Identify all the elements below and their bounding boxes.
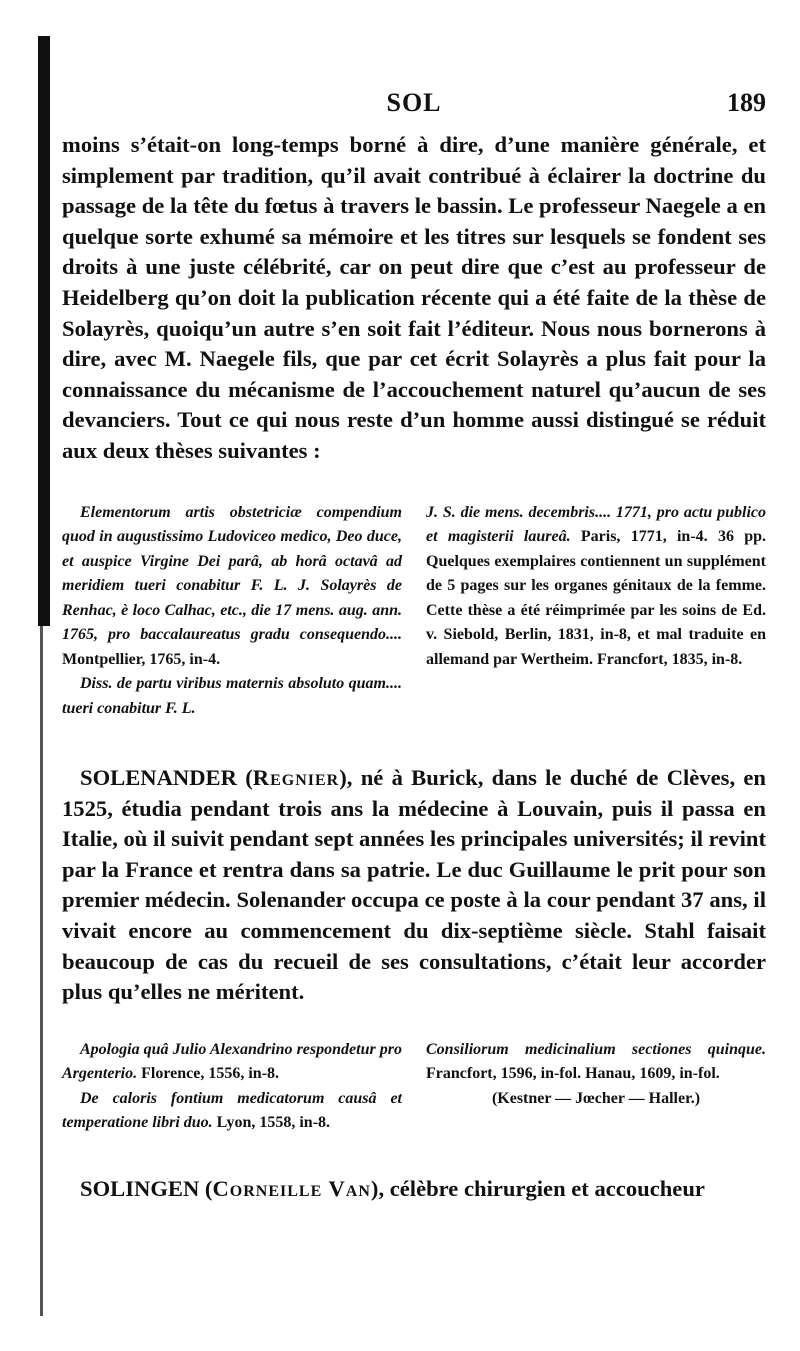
work-place: Francfort, 1596, in-fol. Hanau, 1609, in-fol. bbox=[426, 1065, 720, 1083]
bibliography-entry bbox=[62, 1087, 402, 1136]
entry-solenander: SOLENANDER (Regnier), né à Burick, dans le duché de Clèves, en 1525, étudia pendant trois ans la médecine à Louvain, puis il passa en Italie, où il suivit pendant sept années les principales universités; il revint par la France et rentra dans sa patrie. Le duc Guillaume le prit pour son premier médecin. Solenander occupa ce poste à la cour pendant 37 ans, il vivait encore au commencement du dix-septième siècle. Stahl faisait beaucoup de cas du recueil de ses consultations, c’était leur accorder plus qu’elles ne méritent. bbox=[62, 765, 766, 1005]
entry-given-name: Regnier bbox=[252, 765, 340, 791]
bibliography-entry bbox=[62, 672, 402, 721]
solenander-works bbox=[62, 1038, 766, 1136]
entry-text: , né à Burick, dans le duché de Clèves, en 1525, étudia pendant trois ans la médecine à Louvain, puis il passa en Italie, où il suivit pendant sept années les principales universités; il revint par la France et rentra dans sa patrie. Le duc Guillaume le prit pour son premier médecin. Solenander occupa ce poste à la cour pendant 37 ans, il vivait encore au commencement du dix-septième siècle. Stahl faisait beaucoup de cas du recueil de ses consultations, c’était leur accorder plus qu’elles ne méritent. bbox=[62, 765, 766, 1005]
solenander-works-right bbox=[426, 1038, 766, 1136]
bibliography-entry bbox=[62, 501, 402, 673]
entry-text: , célèbre chirurgien et accoucheur bbox=[378, 1175, 705, 1201]
bibliography-entry bbox=[426, 501, 766, 673]
scan-binding-edge bbox=[38, 36, 50, 626]
work-title: Consiliorum medicinalium sectiones quinque. bbox=[426, 1040, 766, 1058]
work-place: Lyon, 1558, in-8. bbox=[216, 1114, 331, 1132]
document-page bbox=[62, 82, 766, 1204]
page-number: 189 bbox=[727, 88, 766, 117]
work-title: De caloris fontium medicatorum causâ et temperatione libri duo. bbox=[62, 1089, 402, 1132]
work-title: Diss. de partu viribus maternis absoluto quam.... tueri conabitur F. L. bbox=[62, 675, 402, 717]
entry-headword: SOLENANDER bbox=[80, 765, 237, 791]
work-place: Montpellier, 1765, in-4. bbox=[62, 650, 221, 668]
solenander-works-left bbox=[62, 1038, 402, 1136]
running-head bbox=[62, 82, 766, 130]
intro-paragraph: moins s’était-on long-temps borné à dire, d’une manière générale, et simplement par tradition, qu’il avait contribué à éclairer la doctrine du passage de la tête du fœtus à travers le bassin. Le professeur Naegele a en quelque sorte exhumé sa mémoire et les titres sur lesquels se fondent ses droits à une juste célébrité, car on peut dire que c’est au professeur de Heidelberg qu’on doit la publication récente qui a été faite de la thèse de Solayrès, quoiqu’un autre s’en soit fait l’éditeur. Nous nous bornerons à dire, avec M. Naegele fils, que par cet écrit Solayrès a plus fait pour la connaissance du mécanisme de l’accouchement naturel qu’aucun de ses devanciers. Tout ce qui nous reste d’un homme aussi distingué se réduit aux deux thèses suivantes : bbox=[62, 132, 766, 463]
running-title: SOL bbox=[386, 88, 442, 117]
entry-given-name: Corneille Van bbox=[212, 1175, 371, 1201]
solayres-works-left bbox=[62, 501, 402, 722]
solayres-works bbox=[62, 501, 766, 722]
work-title: Elementorum artis obstetriciæ compendium quod in augustissimo Ludoviceo medico, Deo duce, et auspice Virgine Dei parâ, ab horâ octavâ ad meridiem tueri conabitur F. L. J. Solayrès de Renhac, è loco Calhac, etc., die 17 mens. aug. ann. 1765, pro baccalaureatus gradu consequendo.... bbox=[62, 503, 402, 644]
entry-solingen: SOLINGEN (Corneille Van), célèbre chirurgien et accoucheur bbox=[80, 1175, 705, 1201]
bibliography-entry bbox=[426, 1038, 766, 1087]
sources-note: (Kestner — Jœcher — Haller.) bbox=[491, 1089, 701, 1107]
work-details: Paris, 1771, in-4. 36 pp. Quelques exemplaires contiennent un supplément de 5 pages sur les organes génitaux de la femme. Cette thèse a été réimprimée par les soins de Ed. v. Siebold, Berlin, 1831, in-8, et mal traduite en allemand par Wertheim. Francfort, 1835, in-8. bbox=[426, 528, 767, 668]
work-title: Apologia quâ Julio Alexandrino respondetur pro Argenterio. bbox=[62, 1040, 402, 1083]
entry-headword: SOLINGEN bbox=[80, 1175, 200, 1201]
bibliography-entry bbox=[62, 1038, 402, 1087]
work-place: Florence, 1556, in-8. bbox=[141, 1065, 280, 1083]
scan-binding-line bbox=[40, 626, 43, 1316]
work-title: J. S. die mens. decembris.... 1771, pro actu publico et magisterii laureâ. bbox=[426, 503, 766, 546]
solayres-works-right bbox=[426, 501, 766, 722]
